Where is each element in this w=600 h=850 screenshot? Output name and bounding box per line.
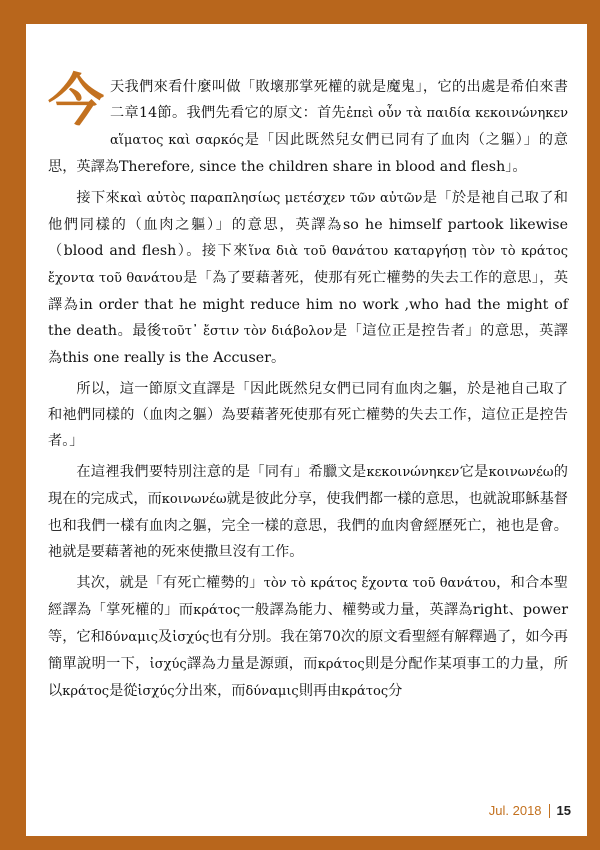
greek-text: τοῦτ᾽ ἔστιν τὸν διάβολον xyxy=(161,324,333,339)
text: 的現在的完成式，而 xyxy=(48,464,568,507)
footer-divider xyxy=(549,804,550,818)
text: 則再由 xyxy=(298,683,342,699)
paragraph-1 xyxy=(48,69,568,180)
greek-text: τὸν τὸ κράτος ἔχοντα τοῦ θανάτου xyxy=(263,576,496,591)
greek-text: ἵνα διὰ τοῦ θανάτου καταργήσῃ τὸν τὸ κράτος ἔχοντα τοῦ θανάτου xyxy=(48,244,568,286)
text: 是「這位正是控告者」的意思，英譯為this one really is the Accuser。 xyxy=(48,323,568,366)
drop-cap: 今 xyxy=(48,69,104,134)
text: 其次，就是「有死亡權勢的」 xyxy=(76,575,264,591)
text: 它是 xyxy=(459,464,489,480)
text: 及 xyxy=(158,629,173,645)
greek-text: ἰσχύς xyxy=(137,684,175,699)
greek-text: κοινωνέω xyxy=(161,492,227,507)
greek-text: ἰσχύς xyxy=(149,657,187,672)
text: 一般譯為能力、權勢或力量，英譯為right、power等，它和 xyxy=(48,602,568,645)
greek-text: κράτος xyxy=(62,684,110,699)
text: 天我們來看什麼叫做「敗壞那掌死權的就是魔鬼」，它的出處是希伯來書二章14節。我們先看它的原文：首先 xyxy=(110,79,568,121)
paragraph-5 xyxy=(48,570,568,705)
greek-text: κοινωνέω xyxy=(488,465,554,480)
text: 就是彼此分享，使我們都一樣的意思，也就說耶穌基督也和我們一樣有血肉之軀，完全一樣的意思，我們的血肉會經歷死亡，祂也是會。祂就是要藉著祂的死來使撒旦沒有工作。 xyxy=(48,491,568,560)
text: 譯為力量是源頭，而 xyxy=(186,656,318,672)
greek-text: δύναμις xyxy=(104,630,159,645)
greek-text: καὶ αὐτὸς παραπλησίως μετέσχεν τῶν αὐτῶν xyxy=(120,191,423,206)
greek-text: δύναμις xyxy=(245,684,299,699)
text: 是從 xyxy=(109,683,138,699)
paragraph-3: 所以，這一節原文直譯是「因此既然兒女們已同有血肉之軀，於是祂自己取了和祂們同樣的（血肉之軀）為要藉著死使那有死亡權勢的失去工作，這位正是控告者。」 xyxy=(48,381,568,449)
greek-text: κράτος xyxy=(193,603,241,618)
page-number: 15 xyxy=(556,803,571,818)
text: 則是分配作某項事工的力量，所以 xyxy=(48,656,568,699)
text: 是「因此既然兒女們已同有了血肉（之軀）」的意思，英譯為Therefore, since the children share in blood and flesh」。 xyxy=(48,132,568,175)
magazine-page xyxy=(26,24,587,836)
text: 在這裡我們要特別注意的是「同有」希臘文是 xyxy=(76,464,367,480)
paragraph-2 xyxy=(48,185,568,371)
text: 是「於是祂自己取了和他們同樣的（血肉之軀）」的意思，英譯為so he himself partook likewise（blood and flesh）。接下來 xyxy=(48,190,568,259)
article-body xyxy=(48,69,569,710)
issue-date: Jul. 2018 xyxy=(488,803,542,818)
greek-text: κράτος xyxy=(317,657,365,672)
greek-text: ἐπεὶ οὖν τὰ παιδία κεκοινώνηκεν αἵματος καὶ σαρκός xyxy=(110,106,568,148)
page-footer xyxy=(489,803,571,818)
text: 分 xyxy=(388,683,403,699)
greek-text: κράτος xyxy=(341,684,389,699)
text: 分出來，而 xyxy=(174,683,246,699)
greek-text: ἰσχύς xyxy=(172,630,210,645)
greek-text: κεκοινώνηκεν xyxy=(366,465,460,480)
text: ，和合本聖經譯為「掌死權的」而 xyxy=(48,575,568,618)
paragraph-4 xyxy=(48,459,568,565)
text: 接下來 xyxy=(76,190,121,206)
text: 也有分別。我在第70次的原文看聖經有解釋過了，如今再簡單說明一下， xyxy=(48,629,568,672)
text: 是「為了要藉著死，使那有死亡權勢的失去工作的意思」，英譯為in order that he might reduce him no work ,who had the might of the death。最後 xyxy=(48,270,569,339)
